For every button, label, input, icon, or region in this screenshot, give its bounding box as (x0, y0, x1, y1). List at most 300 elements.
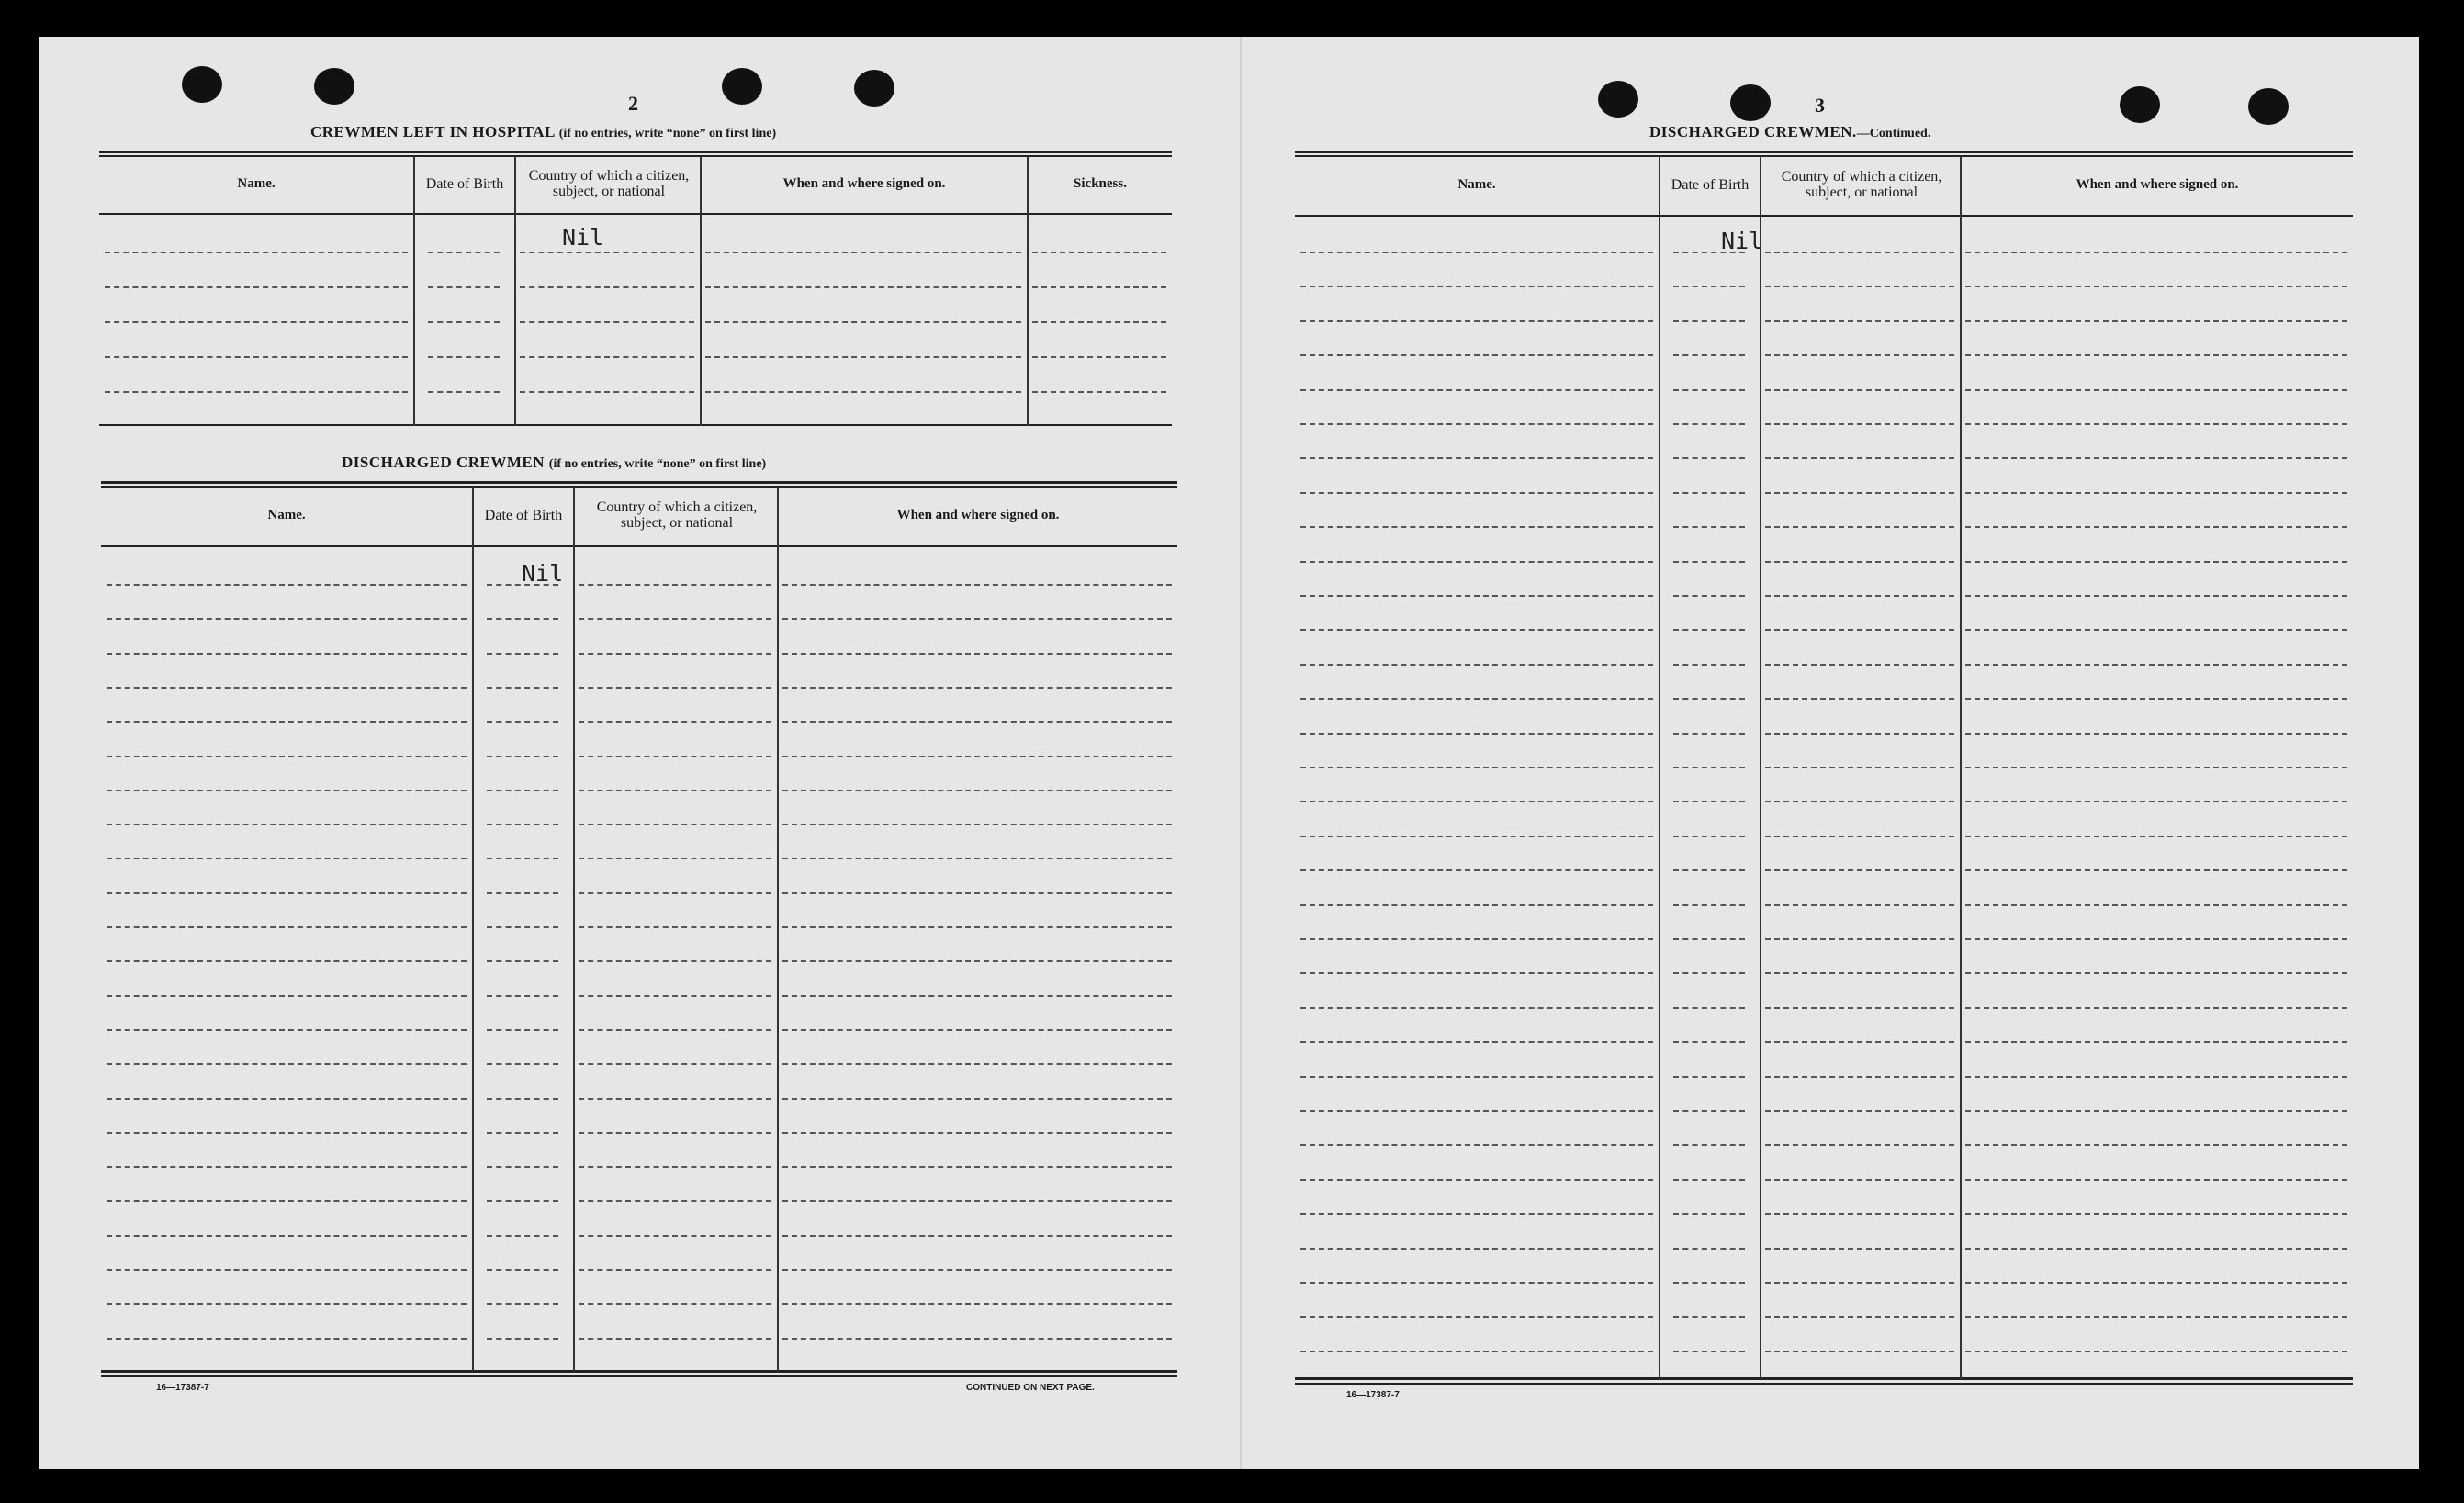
entry-line (782, 892, 1172, 894)
entry-line (1765, 286, 1954, 287)
discharged-entry-nil-left: Nil (522, 560, 564, 587)
entry-line (1673, 561, 1745, 563)
entry-line (1300, 561, 1653, 563)
entry-line (107, 1132, 467, 1134)
entry-line (1765, 698, 1954, 700)
discharged-table-right (1295, 151, 2353, 1385)
entry-line (107, 1269, 467, 1271)
entry-line (487, 1303, 558, 1305)
entry-line (579, 858, 771, 859)
entry-line (1765, 252, 1954, 253)
punch-hole (722, 68, 762, 105)
entry-line (782, 653, 1172, 655)
entry-line (1673, 492, 1745, 494)
entry-line (107, 960, 467, 962)
table-top-rule (99, 151, 1172, 153)
entry-line (487, 1338, 558, 1340)
punch-hole (854, 70, 894, 107)
column-header-name: Name. (1457, 177, 1496, 193)
form-number-left: 16—17387-7 (156, 1383, 209, 1393)
entry-line (487, 1098, 558, 1100)
continued-title-suffix: —Continued. (1856, 127, 1931, 140)
entry-line (782, 1098, 1172, 1100)
table-bottom-rule (101, 1375, 1177, 1377)
entry-line (579, 790, 771, 791)
entry-line (1965, 733, 2347, 735)
entry-line (1965, 767, 2347, 768)
entry-line (1765, 457, 1954, 459)
entry-line (107, 1029, 467, 1031)
table-bottom-rule (99, 424, 1172, 426)
punch-hole (182, 66, 222, 103)
entry-line (782, 687, 1172, 689)
column-header-dob: Date of Birth (484, 507, 563, 523)
entry-line (1673, 1248, 1745, 1250)
entry-line (782, 1235, 1172, 1237)
entry-line (1300, 457, 1653, 459)
entry-line (579, 687, 771, 689)
entry-line (1673, 1282, 1745, 1284)
entry-line (107, 721, 467, 723)
entry-line (520, 391, 694, 393)
entry-line (107, 653, 467, 655)
entry-line (579, 1098, 771, 1100)
entry-line (1673, 904, 1745, 906)
entry-line (1673, 1144, 1745, 1146)
entry-line (107, 1063, 467, 1065)
page-number-left: 2 (628, 92, 638, 115)
entry-line (1300, 389, 1653, 391)
entry-line (105, 321, 408, 323)
entry-line (1032, 286, 1166, 288)
entry-line (1765, 1351, 1954, 1352)
table-top-rule (1295, 151, 2353, 153)
column-header-name: Name. (237, 176, 276, 192)
entry-line (1765, 492, 1954, 494)
entry-line (1673, 423, 1745, 425)
entry-line (1965, 1007, 2347, 1009)
punch-hole (2120, 86, 2160, 123)
entry-line (107, 618, 467, 620)
column-header-dob: Date of Birth (1671, 176, 1750, 193)
entry-line (1965, 801, 2347, 802)
entry-line (1300, 423, 1653, 425)
entry-line (1673, 252, 1745, 253)
entry-line (579, 892, 771, 894)
entry-line (1765, 869, 1954, 871)
entry-line (1300, 252, 1653, 253)
entry-line (1965, 561, 2347, 563)
entry-line (487, 1235, 558, 1237)
discharged-title-text: DISCHARGED CREWMEN (342, 454, 546, 471)
hospital-entry-nil: Nil (562, 224, 604, 251)
entry-line (782, 926, 1172, 928)
entry-line (487, 721, 558, 723)
entry-line (579, 1063, 771, 1065)
entry-line (1673, 869, 1745, 871)
entry-line (487, 824, 558, 825)
entry-line (1765, 1007, 1954, 1009)
entry-line (579, 721, 771, 723)
entry-line (1673, 1110, 1745, 1112)
entry-line (1300, 1007, 1653, 1009)
entry-line (1765, 629, 1954, 631)
entry-line (1965, 869, 2347, 871)
entry-line (1965, 629, 2347, 631)
entry-line (782, 1269, 1172, 1271)
entry-line (705, 356, 1021, 358)
entry-line (1300, 664, 1653, 666)
punch-hole (314, 68, 354, 105)
entry-line (782, 1303, 1172, 1305)
header-rule (99, 213, 1172, 215)
column-header-signed: When and where signed on. (782, 176, 946, 192)
entry-line (705, 252, 1021, 253)
entry-line (1765, 526, 1954, 528)
entry-line (1965, 664, 2347, 666)
page-fold (1240, 37, 1242, 1469)
discharged-title-note: (if no entries, write “none” on first line) (548, 457, 767, 471)
entry-line (1673, 836, 1745, 837)
entry-line (107, 926, 467, 928)
column-divider (1659, 156, 1660, 1379)
entry-line (107, 1235, 467, 1237)
entry-line (1673, 767, 1745, 768)
column-header-country: Country of which a citizen, subject, or national (528, 168, 690, 199)
punch-hole (2248, 88, 2289, 125)
entry-line (1965, 320, 2347, 322)
entry-line (782, 995, 1172, 997)
entry-line (1673, 698, 1745, 700)
entry-line (1673, 972, 1745, 974)
entry-line (1673, 938, 1745, 940)
entry-line (107, 1098, 467, 1100)
discharged-table-left (101, 481, 1177, 1377)
entry-line (1765, 767, 1954, 768)
entry-line (107, 1200, 467, 1202)
header-rule (101, 545, 1177, 547)
entry-line (1032, 391, 1166, 393)
entry-line (1965, 1076, 2347, 1078)
entry-line (1965, 1351, 2347, 1352)
entry-line (1765, 733, 1954, 735)
entry-line (107, 1303, 467, 1305)
entry-line (1032, 252, 1166, 253)
column-divider (573, 487, 575, 1372)
entry-line (579, 1029, 771, 1031)
entry-line (487, 756, 558, 757)
entry-line (428, 286, 500, 288)
entry-line (1673, 389, 1745, 391)
entry-line (487, 1063, 558, 1065)
entry-line (579, 1269, 771, 1271)
entry-line (1300, 1041, 1653, 1043)
entry-line (107, 892, 467, 894)
entry-line (705, 391, 1021, 393)
table-top-rule (101, 481, 1177, 484)
entry-line (1965, 904, 2347, 906)
entry-line (1965, 1213, 2347, 1215)
column-divider (777, 487, 779, 1372)
entry-line (107, 824, 467, 825)
entry-line (782, 756, 1172, 757)
entry-line (428, 391, 500, 393)
entry-line (579, 653, 771, 655)
column-divider (472, 487, 474, 1372)
entry-line (579, 1132, 771, 1134)
continued-title-text: DISCHARGED CREWMEN. (1649, 123, 1857, 140)
entry-line (487, 687, 558, 689)
entry-line (1673, 1041, 1745, 1043)
entry-line (1673, 801, 1745, 802)
entry-line (1765, 904, 1954, 906)
entry-line (1965, 836, 2347, 837)
entry-line (428, 252, 500, 253)
entry-line (1965, 526, 2347, 528)
entry-line (428, 356, 500, 358)
column-divider (1760, 156, 1761, 1379)
entry-line (1965, 1110, 2347, 1112)
page-number-right: 3 (1815, 94, 1825, 117)
entry-line (1300, 1351, 1653, 1352)
entry-line (579, 1235, 771, 1237)
entry-line (1300, 1248, 1653, 1250)
entry-line (1765, 801, 1954, 802)
entry-line (107, 756, 467, 757)
entry-line (1965, 938, 2347, 940)
entry-line (1673, 526, 1745, 528)
entry-line (1965, 457, 2347, 459)
column-divider (514, 156, 516, 426)
entry-line (1765, 836, 1954, 837)
entry-line (487, 858, 558, 859)
entry-line (1965, 1144, 2347, 1146)
table-bottom-rule (1295, 1383, 2353, 1385)
entry-line (782, 1338, 1172, 1340)
entry-line (1673, 354, 1745, 356)
entry-line (1765, 1110, 1954, 1112)
entry-line (107, 858, 467, 859)
entry-line (1300, 904, 1653, 906)
entry-line (782, 584, 1172, 586)
entry-line (487, 618, 558, 620)
header-rule (1295, 215, 2353, 217)
discharged-continued-title (1649, 123, 1930, 141)
entry-line (782, 824, 1172, 825)
entry-line (107, 1166, 467, 1168)
discharged-section-title (342, 454, 766, 472)
entry-line (1765, 1144, 1954, 1146)
entry-line (105, 356, 408, 358)
entry-line (520, 286, 694, 288)
entry-line (1300, 801, 1653, 802)
column-header-dob: Date of Birth (425, 175, 504, 192)
entry-line (1300, 629, 1653, 631)
continued-note: CONTINUED ON NEXT PAGE. (966, 1383, 1095, 1393)
hospital-title-text: CREWMEN LEFT IN HOSPITAL (310, 123, 555, 140)
entry-line (1673, 664, 1745, 666)
column-header-sickness: Sickness. (1074, 176, 1127, 192)
column-divider (1960, 156, 1962, 1379)
entry-line (1300, 354, 1653, 356)
entry-line (579, 1200, 771, 1202)
entry-line (1765, 389, 1954, 391)
entry-line (1765, 1316, 1954, 1318)
column-header-signed: When and where signed on. (896, 508, 1060, 523)
entry-line (520, 321, 694, 323)
entry-line (1965, 698, 2347, 700)
table-bottom-rule (101, 1370, 1177, 1373)
table-top-rule (1295, 155, 2353, 157)
table-top-rule (99, 155, 1172, 157)
entry-line (782, 1132, 1172, 1134)
entry-line (579, 618, 771, 620)
discharged-entry-nil-right: Nil (1721, 228, 1763, 254)
entry-line (579, 1166, 771, 1168)
entry-line (782, 858, 1172, 859)
entry-line (487, 960, 558, 962)
entry-line (579, 1303, 771, 1305)
entry-line (579, 995, 771, 997)
entry-line (579, 584, 771, 586)
entry-line (1300, 836, 1653, 837)
entry-line (1765, 938, 1954, 940)
entry-line (1765, 1179, 1954, 1181)
entry-line (1965, 423, 2347, 425)
entry-line (1032, 321, 1166, 323)
entry-line (1673, 457, 1745, 459)
entry-line (107, 995, 467, 997)
entry-line (487, 790, 558, 791)
entry-line (1300, 320, 1653, 322)
entry-line (1673, 1213, 1745, 1215)
entry-line (428, 321, 500, 323)
entry-line (1673, 1007, 1745, 1009)
entry-line (1673, 595, 1745, 597)
entry-line (1765, 561, 1954, 563)
entry-line (705, 321, 1021, 323)
entry-line (579, 960, 771, 962)
column-header-name: Name. (267, 508, 306, 523)
entry-line (1765, 320, 1954, 322)
column-header-country: Country of which a citizen, subject, or national (596, 499, 758, 531)
entry-line (705, 286, 1021, 288)
entry-line (579, 756, 771, 757)
entry-line (1765, 972, 1954, 974)
entry-line (1300, 767, 1653, 768)
entry-line (1965, 1282, 2347, 1284)
entry-line (1300, 869, 1653, 871)
entry-line (107, 790, 467, 791)
entry-line (1300, 1316, 1653, 1318)
entry-line (1965, 492, 2347, 494)
entry-line (1300, 526, 1653, 528)
entry-line (1300, 492, 1653, 494)
column-header-signed: When and where signed on. (2076, 177, 2239, 193)
entry-line (1300, 733, 1653, 735)
entry-line (1765, 1076, 1954, 1078)
entry-line (487, 1269, 558, 1271)
entry-line (579, 824, 771, 825)
entry-line (1765, 1041, 1954, 1043)
entry-line (1765, 1248, 1954, 1250)
entry-line (107, 584, 467, 586)
entry-line (1300, 1144, 1653, 1146)
entry-line (782, 1063, 1172, 1065)
entry-line (1673, 320, 1745, 322)
table-bottom-rule (1295, 1377, 2353, 1380)
entry-line (105, 286, 408, 288)
entry-line (1765, 1213, 1954, 1215)
entry-line (782, 790, 1172, 791)
entry-line (487, 653, 558, 655)
entry-line (1765, 354, 1954, 356)
entry-line (1673, 1076, 1745, 1078)
entry-line (1300, 595, 1653, 597)
entry-line (579, 926, 771, 928)
entry-line (105, 391, 408, 393)
entry-line (1965, 389, 2347, 391)
entry-line (1300, 972, 1653, 974)
entry-line (520, 356, 694, 358)
entry-line (782, 1200, 1172, 1202)
entry-line (1965, 252, 2347, 253)
hospital-table (99, 151, 1172, 428)
entry-line (1673, 1351, 1745, 1352)
entry-line (782, 960, 1172, 962)
hospital-title-note: (if no entries, write “none” on first line) (558, 127, 777, 140)
entry-line (782, 1166, 1172, 1168)
hospital-section-title (310, 123, 776, 141)
entry-line (487, 584, 558, 586)
entry-line (1765, 1282, 1954, 1284)
entry-line (1765, 664, 1954, 666)
entry-line (1673, 733, 1745, 735)
entry-line (1300, 1179, 1653, 1181)
entry-line (1300, 1213, 1653, 1215)
entry-line (520, 252, 694, 253)
entry-line (107, 1338, 467, 1340)
entry-line (487, 995, 558, 997)
entry-line (1300, 1076, 1653, 1078)
entry-line (1965, 354, 2347, 356)
entry-line (1673, 1179, 1745, 1181)
entry-line (487, 1132, 558, 1134)
entry-line (1673, 1316, 1745, 1318)
entry-line (1300, 1282, 1653, 1284)
entry-line (782, 1029, 1172, 1031)
entry-line (1300, 286, 1653, 287)
entry-line (1965, 1316, 2347, 1318)
punch-hole (1730, 84, 1771, 121)
entry-line (1673, 629, 1745, 631)
entry-line (487, 1166, 558, 1168)
entry-line (1965, 595, 2347, 597)
entry-line (1032, 356, 1166, 358)
entry-line (1765, 595, 1954, 597)
entry-line (1765, 423, 1954, 425)
entry-line (1300, 938, 1653, 940)
entry-line (1965, 1179, 2347, 1181)
entry-line (1965, 1041, 2347, 1043)
entry-line (487, 892, 558, 894)
entry-line (105, 252, 408, 253)
entry-line (1965, 1248, 2347, 1250)
entry-line (487, 1029, 558, 1031)
form-number-right: 16—17387-7 (1346, 1390, 1400, 1400)
entry-line (1965, 972, 2347, 974)
entry-line (1673, 286, 1745, 287)
